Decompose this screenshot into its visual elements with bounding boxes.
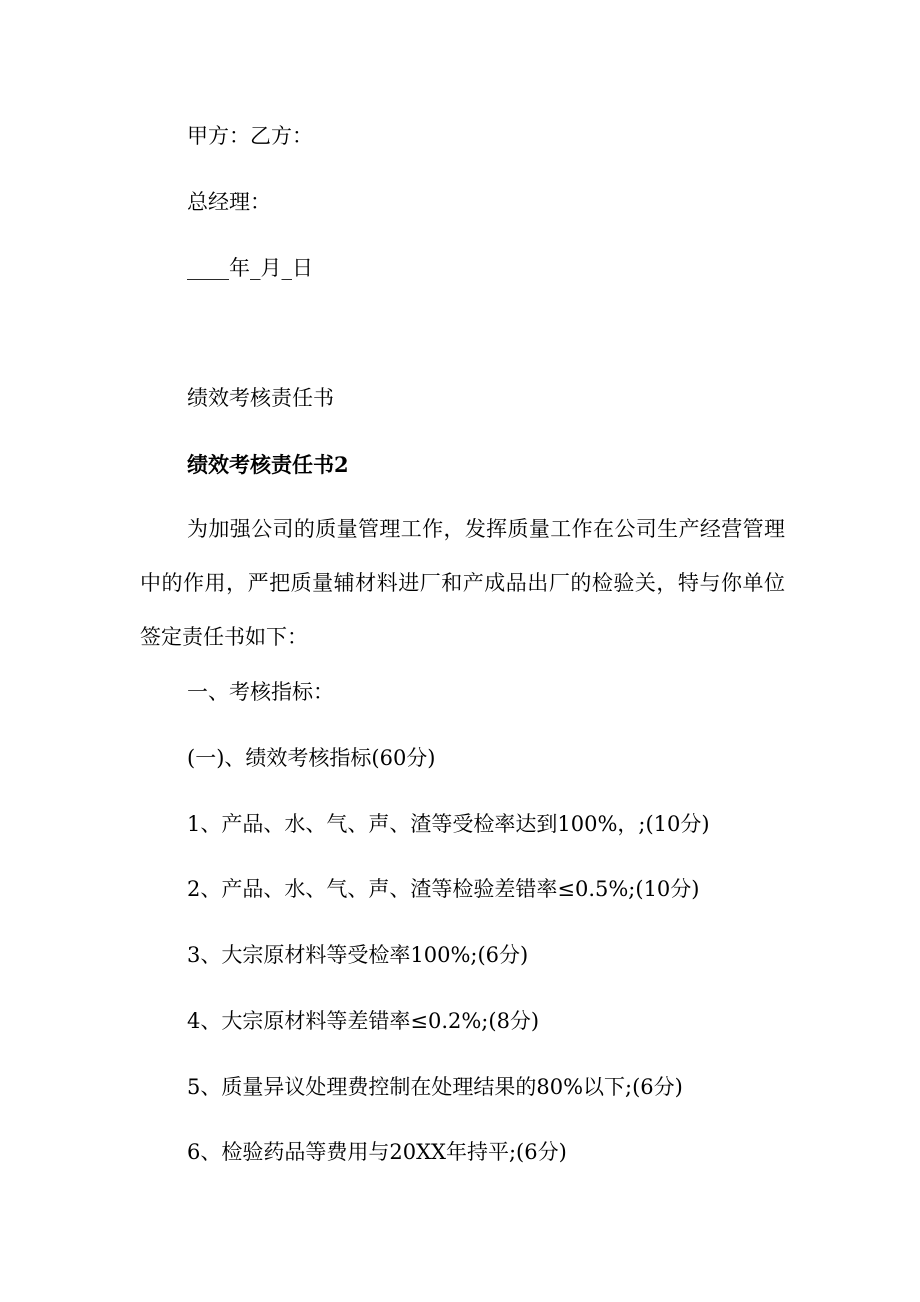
intro-paragraph: 为加强公司的质量管理工作，发挥质量工作在公司生产经营管理中的作用，严把质量辅材料进厂和产成品出厂的检验关，特与你单位签定责任书如下： bbox=[140, 517, 785, 649]
date-line: ____年_月_日 bbox=[187, 256, 313, 280]
list-item: 3、大宗原材料等受检率100%;(6分) bbox=[187, 943, 529, 967]
list-item: 2、产品、水、气、声、渣等检验差错率≤0.5%;(10分) bbox=[187, 877, 700, 901]
general-manager-line: 总经理： bbox=[187, 190, 271, 214]
list-item: 4、大宗原材料等差错率≤0.2%;(8分) bbox=[187, 1009, 540, 1033]
list-item: 5、质量异议处理费控制在处理结果的80%以下;(6分) bbox=[187, 1075, 683, 1099]
section-one-heading: 一、考核指标： bbox=[187, 680, 334, 704]
document-title: 绩效考核责任书 bbox=[187, 386, 334, 410]
list-item: 6、检验药品等费用与20XX年持平;(6分) bbox=[187, 1140, 567, 1164]
list-item: 1、产品、水、气、声、渣等受检率达到100%，;(10分) bbox=[187, 812, 710, 836]
document-heading: 绩效考核责任书2 bbox=[187, 452, 349, 477]
subsection-one-heading: (一)、绩效考核指标(60分) bbox=[187, 746, 436, 770]
parties-line: 甲方：乙方： bbox=[187, 124, 313, 148]
